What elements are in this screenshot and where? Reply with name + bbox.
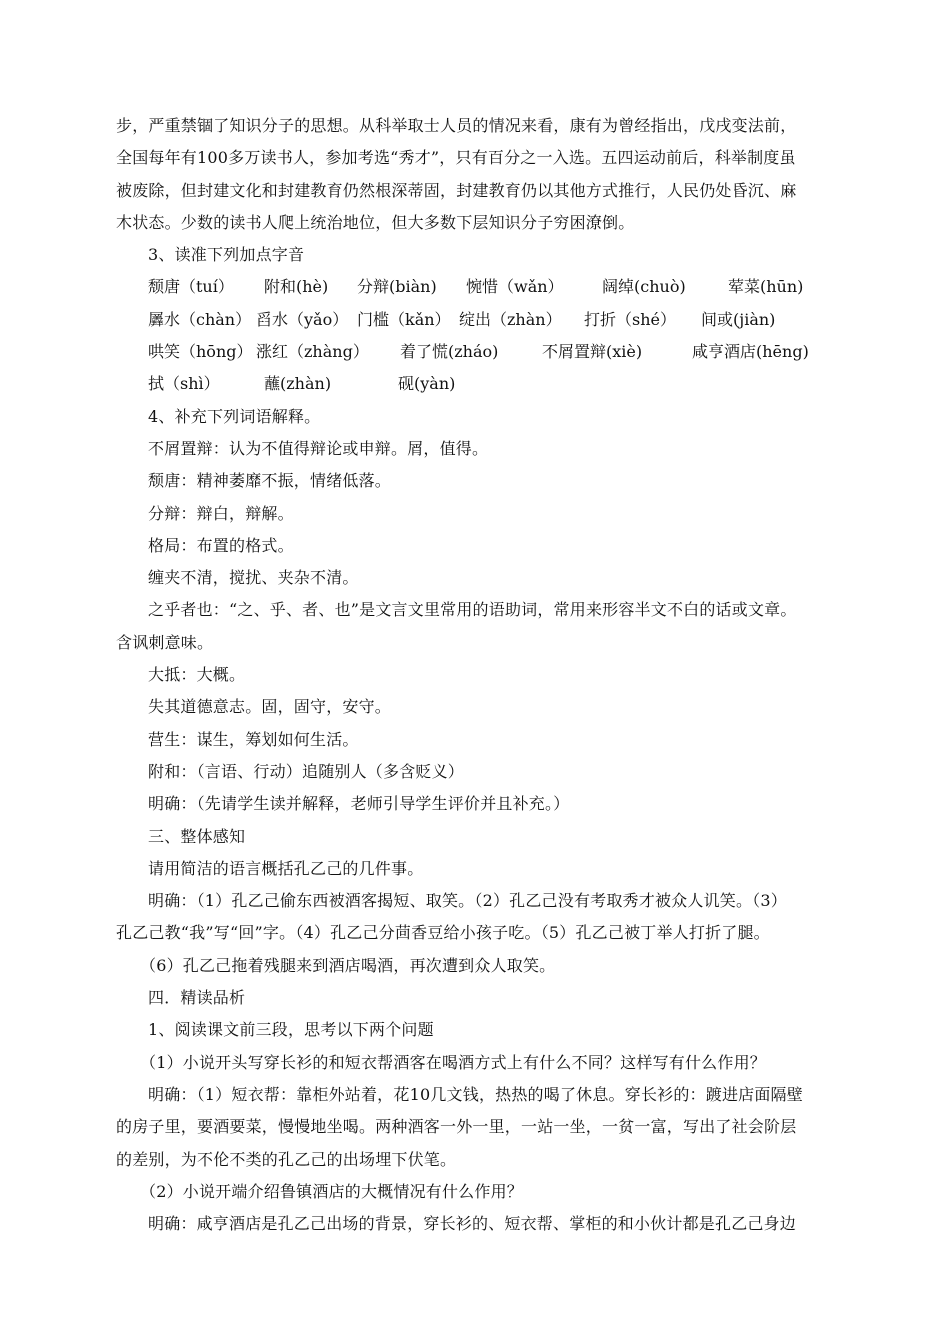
paragraph-line: 被废除，但封建文化和封建教育仍然根深蒂固，封建教育仍以其他方式推行，人民仍处昏沉、麻	[116, 180, 797, 200]
section-heading: 四．精读品析	[148, 988, 246, 1008]
answer-line: 明确：咸亨酒店是孔乙己出场的背景，穿长衫的、短衣帮、掌柜的和小伙计都是孔乙己身边	[148, 1214, 797, 1234]
question-line: 请用简洁的语言概括孔乙己的几件事。	[148, 858, 424, 878]
paragraph-line: 全国每年有100多万读书人，参加考选“秀才”，只有百分之一入选。五四运动前后，科举制度虽	[116, 148, 796, 168]
pinyin-item: 分辩(biàn)	[357, 277, 437, 297]
definition-line: 颓唐：精神萎靡不振，情绪低落。	[148, 471, 392, 491]
definition-line: 营生：谋生，筹划如何生活。	[148, 729, 359, 749]
definition-line: 分辩：辩白，辩解。	[148, 503, 294, 523]
answer-line: 明确：（1）短衣帮：靠柜外站着，花10几文钱，热热的喝了休息。穿长衫的：踱进店面隔壁	[148, 1084, 803, 1104]
pinyin-row	[116, 336, 832, 368]
definition-line: 不屑置辩：认为不值得辩论或申辩。屑，值得。	[148, 438, 489, 458]
section-heading: 3、读准下列加点字音	[148, 245, 305, 265]
pinyin-row	[116, 271, 832, 303]
section-heading: 三、整体感知	[148, 826, 246, 846]
paragraph-line: 步，严重禁锢了知识分子的思想。从科举取士人员的情况来看，康有为曾经指出，戊戌变法前，	[116, 116, 797, 135]
pinyin-item: 颓唐（tuí）	[148, 277, 234, 297]
answer-line: 明确：（先请学生读并解释，老师引导学生评价并且补充。）	[148, 794, 570, 814]
question-line: （1）小说开头写穿长衫的和短衣帮酒客在喝酒方式上有什么不同？这样写有什么作用？	[140, 1052, 766, 1072]
question-line: （2）小说开端介绍鲁镇酒店的大概情况有什么作用？	[140, 1181, 523, 1201]
definition-line: 失其道德意志。固，固守，安守。	[148, 697, 392, 717]
question-line: 1、阅读课文前三段，思考以下两个问题	[148, 1020, 434, 1040]
document-body	[116, 110, 832, 1240]
definition-line: 之乎者也：“之、乎、者、也”是文言文里常用的语助词，常用来形容半文不白的话或文章。	[148, 600, 797, 620]
answer-line: 的差别，为不伦不类的孔乙己的出场埋下伏笔。	[116, 1149, 457, 1169]
definition-line: 附和：（言语、行动）追随别人（多含贬义）	[148, 761, 465, 781]
pinyin-item: 羼水（chàn）	[148, 309, 252, 329]
pinyin-row	[116, 304, 832, 336]
definition-line: 格局：布置的格式。	[148, 535, 294, 555]
answer-line: （6）孔乙己拖着残腿来到酒店喝酒，再次遭到众人取笑。	[140, 955, 556, 975]
pinyin-item: 哄笑（hōng）	[148, 342, 253, 362]
paragraph-line: 木状态。少数的读书人爬上统治地位，但大多数下层知识分子穷困潦倒。	[116, 212, 635, 232]
pinyin-item: 砚(yàn)	[398, 374, 456, 394]
pinyin-item: 蘸(zhàn)	[264, 374, 332, 394]
pinyin-item: 打折（shé）	[584, 309, 676, 329]
pinyin-item: 拭（shì）	[148, 374, 220, 394]
pinyin-item: 舀水（yǎo）	[256, 309, 349, 329]
pinyin-item: 阔绰(chuò)	[602, 277, 686, 297]
section-heading: 4、补充下列词语解释。	[148, 406, 321, 426]
answer-line: 孔乙己教“我”写“回”字。（4）孔乙己分茴香豆给小孩子吃。（5）孔乙己被丁举人打折了腿。	[116, 923, 770, 943]
pinyin-item: 门槛（kǎn）	[357, 309, 451, 329]
pinyin-item: 涨红（zhàng）	[256, 342, 369, 362]
answer-line: 明确：（1）孔乙己偷东西被酒客揭短、取笑。（2）孔乙己没有考取秀才被众人讥笑。（3）	[148, 891, 787, 911]
pinyin-item: 惋惜（wǎn）	[466, 277, 564, 297]
pinyin-item: 荤菜(hūn)	[728, 277, 804, 297]
answer-line: 的房子里，要酒要菜，慢慢地坐喝。两种酒客一外一里，一站一坐，一贫一富，写出了社会阶层	[116, 1117, 797, 1137]
pinyin-item: 附和(hè)	[264, 277, 329, 297]
pinyin-item: 着了慌(zháo)	[400, 342, 499, 362]
pinyin-item: 绽出（zhàn）	[459, 309, 562, 329]
pinyin-item: 间或(jiàn)	[701, 309, 776, 329]
pinyin-item: 咸亨酒店(hēng)	[692, 342, 809, 362]
pinyin-item: 不屑置辩(xiè)	[542, 342, 643, 362]
definition-line: 含讽刺意味。	[116, 632, 214, 652]
definition-line: 大抵：大概。	[148, 665, 246, 685]
definition-line: 缠夹不清，搅扰、夹杂不清。	[148, 568, 359, 588]
pinyin-row	[116, 368, 832, 400]
